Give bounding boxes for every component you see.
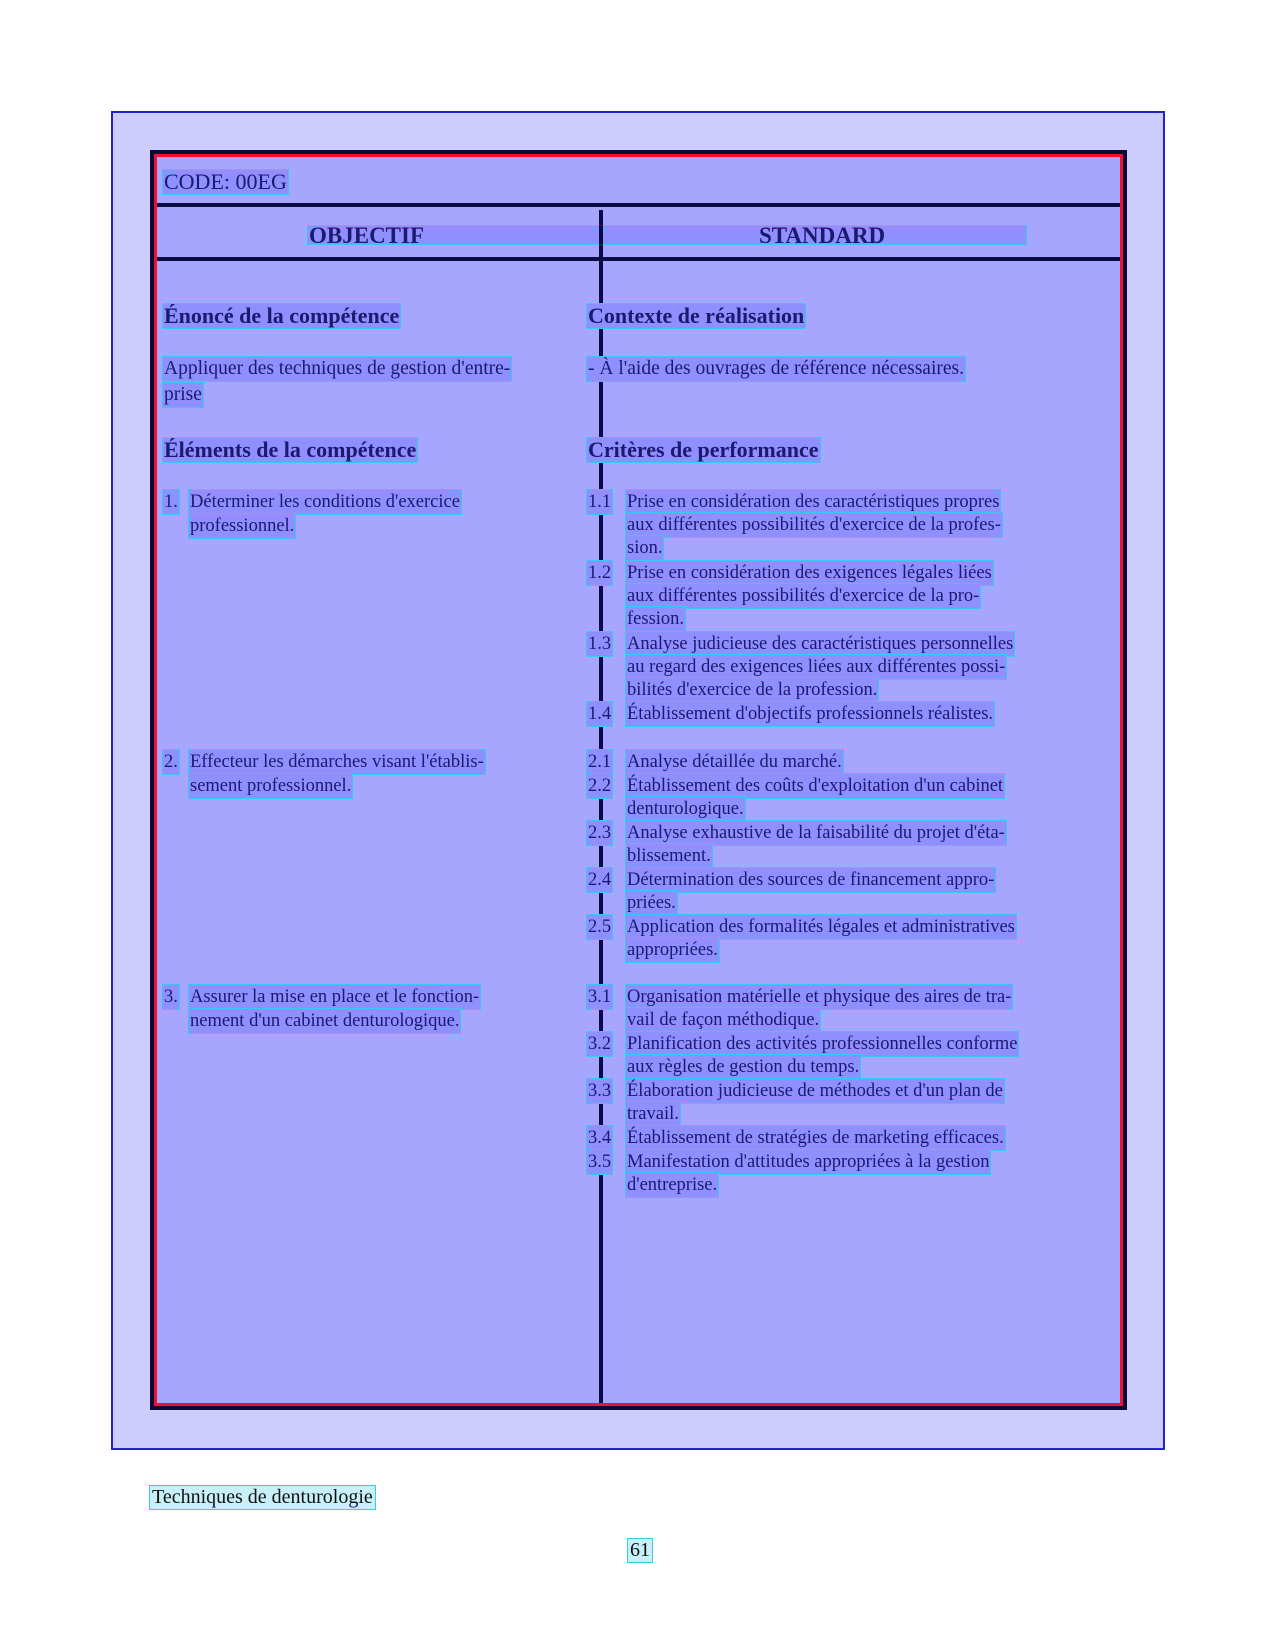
critere-number: 1.3 [588, 634, 612, 654]
critere-number: 2.1 [588, 752, 612, 772]
enonce-text-line2: prise [164, 384, 202, 405]
critere-number: 3.5 [588, 1152, 612, 1172]
critere-text-line: Planification des activités professionnelles conforme [627, 1034, 1018, 1054]
code-label: CODE: 00EG [164, 169, 287, 194]
enonce-title: Énoncé de la compétence [164, 303, 400, 328]
objectif-header: OBJECTIF [309, 223, 425, 248]
critere-text-line: bilités d'exercice de la profession. [627, 680, 878, 700]
competence-table-inner [154, 154, 1123, 1406]
critere-text-line: Prise en considération des caractéristiques propres [627, 492, 1000, 512]
page-number: 61 [630, 1539, 650, 1561]
critere-number: 3.1 [588, 987, 612, 1007]
critere-text-line: Organisation matérielle et physique des aires de tra- [627, 987, 1012, 1007]
critere-text-line: Analyse judicieuse des caractéristiques personnelles [627, 634, 1014, 654]
element-text-line2: nement d'un cabinet denturologique. [190, 1011, 460, 1031]
critere-text-line: denturologique. [627, 799, 744, 819]
competence-table [150, 150, 1127, 1410]
critere-text-line: fession. [627, 609, 685, 629]
elements-title: Éléments de la compétence [164, 437, 417, 462]
header-divider-top [157, 203, 1120, 207]
critere-text-line: blissement. [627, 846, 711, 866]
critere-text-line: Analyse exhaustive de la faisabilité du projet d'éta- [627, 823, 1005, 843]
critere-number: 2.2 [588, 776, 612, 796]
element-number: 1. [164, 492, 178, 512]
critere-text-line: sion. [627, 538, 663, 558]
critere-text-line: Détermination des sources de financement appro- [627, 870, 995, 890]
critere-number: 3.4 [588, 1128, 612, 1148]
critere-text-line: aux différentes possibilités d'exercice de la pro- [627, 586, 980, 606]
header-divider-bottom [157, 257, 1120, 261]
critere-number: 1.4 [588, 704, 612, 724]
critere-number: 2.3 [588, 823, 612, 843]
critere-text-line: Élaboration judicieuse de méthodes et d'un plan de [627, 1081, 1003, 1101]
critere-number: 3.3 [588, 1081, 612, 1101]
element-number: 2. [164, 752, 178, 772]
element-text-line1: Assurer la mise en place et le fonction- [190, 987, 480, 1007]
critere-number: 1.2 [588, 563, 612, 583]
element-text-line2: sement professionnel. [190, 776, 352, 796]
critere-text-line: appropriées. [627, 940, 718, 960]
footer-title: Techniques de denturologie [152, 1486, 373, 1508]
element-text-line1: Déterminer les conditions d'exercice [190, 492, 460, 512]
critere-text-line: Manifestation d'attitudes appropriées à la gestion [627, 1152, 990, 1172]
criteres-title: Critères de performance [588, 437, 819, 462]
contexte-text: - À l'aide des ouvrages de référence nécessaires. [588, 358, 964, 379]
critere-text-line: Établissement des coûts d'exploitation d'un cabinet [627, 776, 1004, 796]
element-text-line2: professionnel. [190, 516, 295, 536]
column-header-row [157, 223, 1120, 247]
critere-number: 2.5 [588, 917, 612, 937]
critere-text-line: Établissement de stratégies de marketing efficaces. [627, 1128, 1004, 1148]
standard-header: STANDARD [759, 223, 886, 248]
critere-text-line: aux différentes possibilités d'exercice de la profes- [627, 515, 1001, 535]
column-divider [599, 210, 603, 1403]
critere-text-line: Prise en considération des exigences légales liées [627, 563, 992, 583]
enonce-text-line1: Appliquer des techniques de gestion d'entre- [164, 358, 511, 379]
critere-text-line: Application des formalités légales et administratives [627, 917, 1015, 937]
critere-text-line: vail de façon méthodique. [627, 1010, 820, 1030]
critere-number: 3.2 [588, 1034, 612, 1054]
critere-number: 1.1 [588, 492, 612, 512]
contexte-title: Contexte de réalisation [588, 303, 805, 328]
critere-text-line: Analyse détaillée du marché. [627, 752, 842, 772]
critere-text-line: d'entreprise. [627, 1175, 718, 1195]
critere-text-line: priées. [627, 893, 676, 913]
critere-number: 2.4 [588, 870, 612, 890]
element-number: 3. [164, 987, 178, 1007]
critere-text-line: au regard des exigences liées aux différentes possi- [627, 657, 1006, 677]
critere-text-line: Établissement d'objectifs professionnels réalistes. [627, 704, 994, 724]
critere-text-line: travail. [627, 1104, 679, 1124]
element-text-line1: Effecteur les démarches visant l'établis- [190, 752, 484, 772]
critere-text-line: aux règles de gestion du temps. [627, 1057, 860, 1077]
